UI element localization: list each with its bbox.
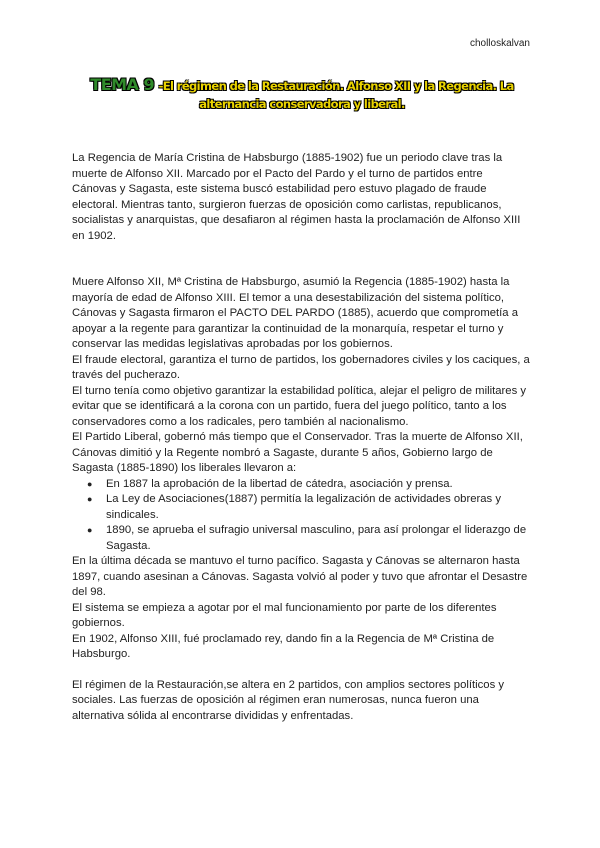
paragraph: En la última década se mantuvo el turno pacífico. Sagasta y Cánovas se alternaron hasta 1897, cuando asesinan a Cánovas. Sagasta volvió al poder y tuvo que afrontar el Desastre del 98. (72, 555, 528, 598)
bullet-icon: ● (87, 478, 93, 489)
paragraph: El Partido Liberal, gobernó más tiempo que el Conservador. Tras la muerte de Alfonso XII, Cánovas dimitió y la Regente nombró a Sagaste, durante 5 años, Gobierno largo de Sagasta (1885-1890) los liberales llevaron a: (72, 431, 523, 474)
list-item: ● En 1887 la aprobación de la libertad de cátedra, asociación y prensa. (106, 477, 530, 493)
document-body (72, 151, 530, 724)
author-name: cholloskalvan (469, 38, 530, 49)
paragraph: El sistema se empieza a agotar por el mal funcionamiento por parte de los diferentes gobiernos. (72, 601, 497, 629)
bullet-list (72, 477, 530, 555)
intro-paragraph: La Regencia de María Cristina de Habsburgo (1885-1902) fue un periodo clave tras la muerte de Alfonso XII. Marcado por el Pacto del Pardo y el turno de partidos entre Cánovas y Sagasta, este sistema buscó estabilidad pero estuvo plagado de fraude electoral. Mientras tanto, surgieron fuerzas de oposición como carlistas, republicanos, socialistas y anarquistas, que desafiaron al régimen hasta la proclamación de Alfonso XIII en 1902. (72, 152, 521, 242)
spacer (72, 244, 530, 275)
paragraph: El fraude electoral, garantiza el turno de partidos, los gobernadores civiles y los caciques, a través del pucherazo. (72, 353, 530, 381)
list-item: ● 1890, se aprueba el sufragio universal masculino, para así prolongar el liderazgo de Sagasta. (87, 524, 527, 552)
paragraph: En 1902, Alfonso XIII, fué proclamado rey, dando fin a la Regencia de Mª Cristina de Habsburgo. (72, 632, 495, 660)
title-subtitle: -El régimen de la Restauración. Alfonso XII y la Regencia. La alternancia conservadora y liberal. (158, 79, 514, 111)
bullet-icon: ● (87, 525, 93, 535)
paragraph: Muere Alfonso XII, Mª Cristina de Habsburgo, asumió la Regencia (1885-1902) hasta la mayoría de edad de Alfonso XIII. El temor a una desestabilización del sistema político, Cánovas y Sagasta firmaron el PACTO DEL PARDO (1885), acuerdo que comprometía a apoyar a la regente para garantizar la continuidad de la monarquía, respetar el turno y conservar las medidas legislativas aprobadas por los gobiernos. (72, 276, 519, 350)
title-number: TEMA 9 (90, 75, 155, 94)
spacer (72, 663, 530, 678)
bullet-icon: ● (87, 494, 93, 504)
paragraph: El turno tenía como objetivo garantizar la estabilidad política, alejar el peligro de militares y evitar que se identificará a la corona con un partido, fuera del juego político, tanto a los conservadores como a los radicales, pero también al nacionalismo. (72, 384, 526, 428)
document-title (72, 76, 532, 113)
list-item: ● La Ley de Asociaciones(1887) permitía la legalización de actividades obreras y sindicales. (87, 493, 501, 521)
conclusion-paragraph: El régimen de la Restauración,se altera en 2 partidos, con amplios sectores políticos y sociales. Las fuerzas de oposición al régimen eran numerosas, nunca fueron una alternativa sólida al encontrarse divididas y enfrentadas. (72, 678, 505, 722)
